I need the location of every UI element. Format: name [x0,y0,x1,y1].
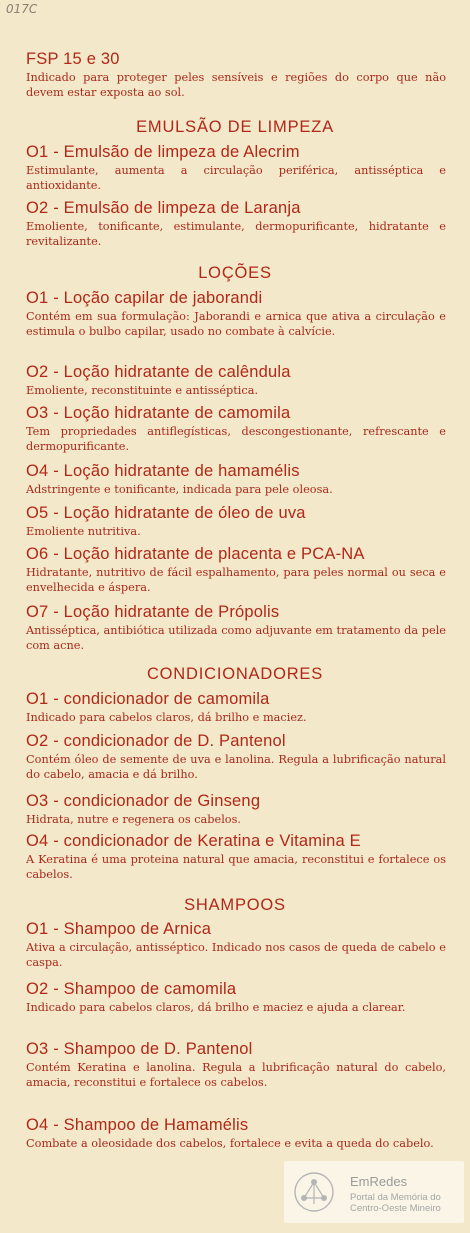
locoes-item-2 [26,363,446,398]
item-desc: Ativa a circulação, antisséptico. Indicado nos casos de queda de cabelo e caspa. [26,941,446,969]
watermark-name: EmRedes [350,1174,408,1189]
item-desc: Estimulante, aumenta a circulação periférica, antisséptica e antioxidante. [26,164,446,192]
item-desc: Tem propriedades antiflegísticas, descongestionante, refrescante e dermopurificante. [26,425,446,453]
watermark-subtitle: Portal da Memória do Centro-Oeste Mineiro [350,1192,441,1214]
shampoos-item-1 [26,920,446,970]
item-title: O4 - condicionador de Keratina e Vitamina E [26,832,361,850]
item-desc: Emoliente nutritiva. [26,525,141,538]
item-title: O3 - condicionador de Ginseng [26,792,261,810]
locoes-item-5 [26,504,446,539]
intro-desc: Indicado para proteger peles sensíveis e regiões do corpo que não devem estar exposta ao sol. [26,71,446,99]
shampoos-item-3 [26,1040,446,1090]
locoes-item-3 [26,404,446,454]
emredes-logo-icon [292,1170,336,1214]
item-title: O6 - Loção hidratante de placenta e PCA-NA [26,545,365,563]
item-desc: Hidrata, nutre e regenera os cabelos. [26,813,241,826]
item-title: O2 - Shampoo de camomila [26,980,237,998]
condicionadores-item-4 [26,832,446,882]
item-desc: Emoliente, tonificante, estimulante, dermopurificante, hidratante e revitalizante. [26,220,446,248]
item-title: O1 - Loção capilar de jaborandi [26,289,263,307]
locoes-item-4 [26,462,446,497]
section-heading-locoes: LOÇÕES [198,264,272,282]
emredes-watermark [284,1161,464,1223]
item-title: O7 - Loção hidratante de Própolis [26,603,280,621]
condicionadores-item-3 [26,792,446,827]
emulsao-item-1 [26,143,446,193]
section-heading-emulsao: EMULSÃO DE LIMPEZA [136,118,334,136]
locoes-item-6 [26,545,446,595]
intro-block [26,50,446,100]
item-desc: Indicado para cabelos claros, dá brilho e maciez. [26,711,307,724]
item-title: O1 - condicionador de camomila [26,690,270,708]
item-desc: Adstringente e tonificante, indicada para pele oleosa. [26,483,333,496]
intro-title: FSP 15 e 30 [26,50,120,68]
item-desc: Hidratante, nutritivo de fácil espalhamento, para peles normal ou seca e envelhecida e áspera. [26,566,446,594]
item-title: O2 - Emulsão de limpeza de Laranja [26,199,301,217]
item-desc: Contém em sua formulação: Jaborandi e arnica que ativa a circulação e estimula o bulbo capilar, usado no combate à calvície. [26,310,446,338]
emulsao-item-2 [26,199,446,249]
item-title: O2 - Loção hidratante de calêndula [26,363,291,381]
archive-code: 017C [6,2,38,16]
item-desc: Contém Keratina e lanolina. Regula a lubrificação natural do cabelo, amacia, reconstitui e fortalece os cabelos. [26,1061,446,1089]
item-title: O5 - Loção hidratante de óleo de uva [26,504,306,522]
section-heading-condicionadores: CONDICIONADORES [146,665,324,683]
item-title: O2 - condicionador de D. Pantenol [26,732,286,750]
item-title: O1 - Shampoo de Arnica [26,920,212,938]
item-desc: Antisséptica, antibiótica utilizada como adjuvante em tratamento da pele com acne. [26,624,446,652]
condicionadores-item-1 [26,690,446,725]
item-title: O1 - Emulsão de limpeza de Alecrim [26,143,300,161]
item-desc: Emoliente, reconstituinte e antisséptica. [26,384,259,397]
item-desc: Contém óleo de semente de uva e lanolina. Regula a lubrificação natural do cabelo, amacia e dá brilho. [26,753,446,781]
condicionadores-item-2 [26,732,446,782]
item-title: O3 - Loção hidratante de camomila [26,404,291,422]
item-desc: Indicado para cabelos claros, dá brilho e maciez e ajuda a clarear. [26,1001,406,1014]
locoes-item-7 [26,603,446,653]
item-desc: A Keratina é uma proteina natural que amacia, reconstitui e fortalece os cabelos. [26,853,446,881]
section-heading-shampoos: SHAMPOOS [184,896,286,914]
shampoos-item-4 [26,1116,446,1151]
locoes-item-1 [26,289,446,339]
item-title: O4 - Loção hidratante de hamamélis [26,462,300,480]
shampoos-item-2 [26,980,446,1015]
item-title: O3 - Shampoo de D. Pantenol [26,1040,253,1058]
item-desc: Combate a oleosidade dos cabelos, fortalece e evita a queda do cabelo. [26,1137,434,1150]
item-title: O4 - Shampoo de Hamamélis [26,1116,249,1134]
